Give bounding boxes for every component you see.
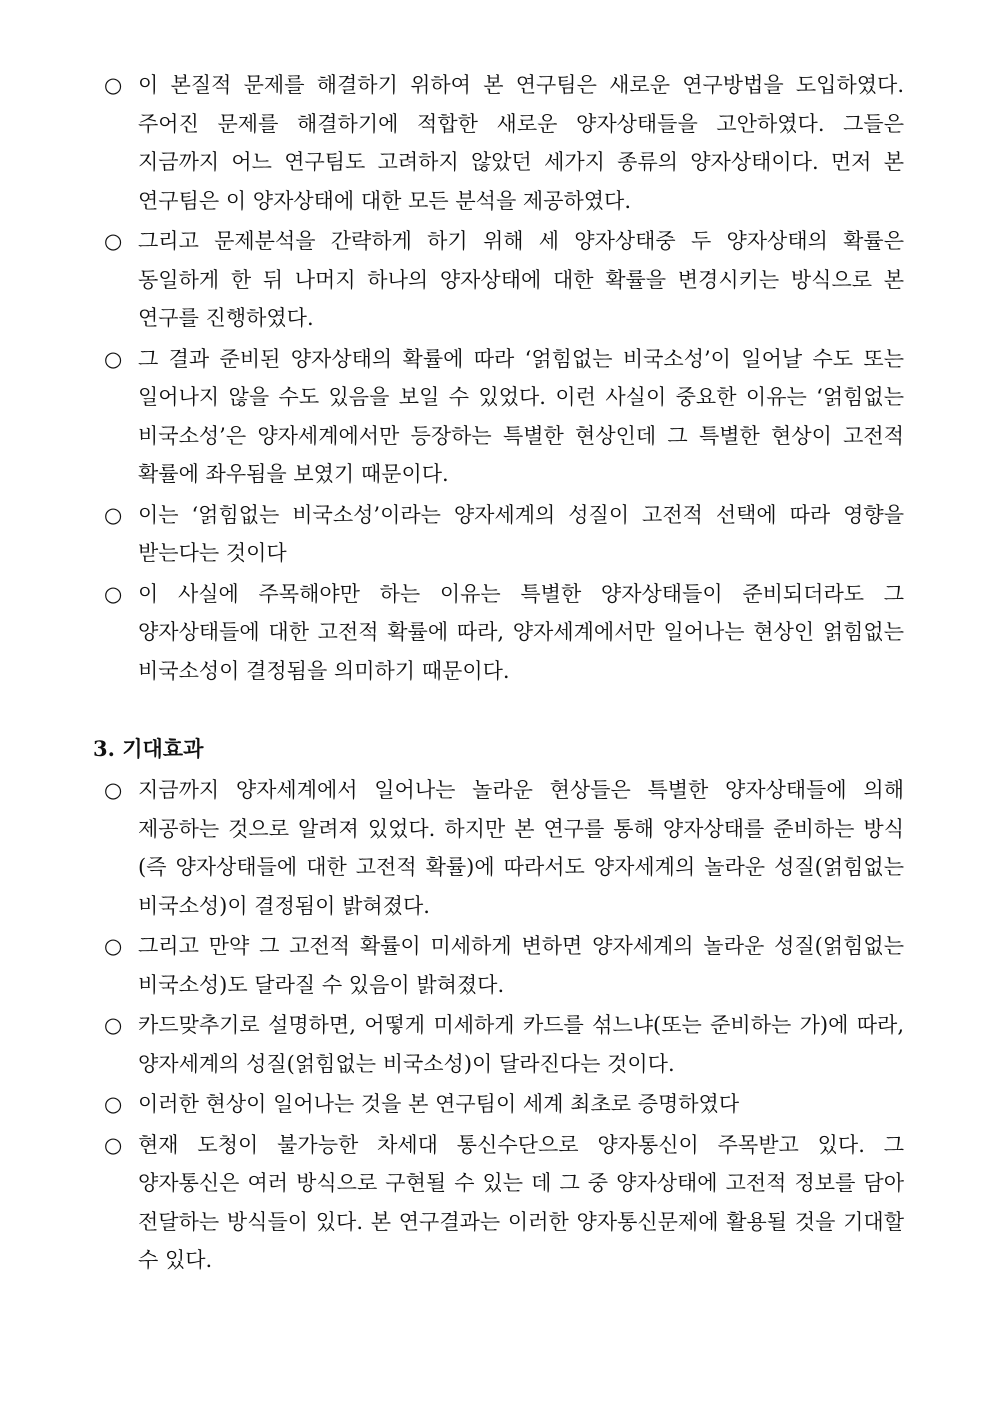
- circle-bullet-icon: ○: [104, 346, 123, 371]
- expected-effects-list: [104, 771, 904, 1282]
- circle-bullet-icon: ○: [104, 229, 123, 253]
- paragraph-text: 그리고 문제분석을 간략하게 하기 위해 세 양자상태중 두 양자상태의 확률은 동일하게 한 뒤 나머지 하나의 양자상태에 대한 확률을 변경시키는 방식으로 본 연구를 진행하였다.: [138, 229, 904, 330]
- circle-bullet-icon: ○: [104, 1013, 123, 1037]
- list-item: [104, 927, 904, 1004]
- paragraph-text: 지금까지 양자세계에서 일어나는 놀라운 현상들은 특별한 양자상태들에 의해 제공하는 것으로 알려져 있었다. 하지만 본 연구를 통해 양자상태를 준비하는 방식(즉 양자상태들에 대한 고전적 확률)에 따라서도 양자세계의 놀라운 성질(얽힘없는 비국소성)이 결정됨이 밝혀졌다.: [138, 778, 904, 918]
- paragraph-text: 이 사실에 주목해야만 하는 이유는 특별한 양자상태들이 준비되더라도 그 양자상태들에 대한 고전적 확률에 따라, 양자세계에서만 일어나는 현상인 얽힘없는 비국소성이 결정됨을 의미하기 때문이다.: [138, 581, 904, 683]
- paragraph-text: 카드맞추기로 설명하면, 어떻게 미세하게 카드를 섞느냐(또는 준비하는 가)에 따라, 양자세계의 성질(얽힘없는 비국소성)이 달라진다는 것이다.: [138, 1013, 904, 1076]
- paragraph-text: 현재 도청이 불가능한 차세대 통신수단으로 양자통신이 주목받고 있다. 그 양자통신은 여러 방식으로 구현될 수 있는 데 그 중 양자상태에 고전적 정보를 담아 전달하는 방식들이 있다. 본 연구결과는 이러한 양자통신문제에 활용될 것을 기대할 수 있다.: [138, 1132, 904, 1272]
- circle-bullet-icon: ○: [104, 934, 123, 958]
- list-item: [104, 1085, 904, 1124]
- circle-bullet-icon: ○: [104, 1132, 123, 1157]
- list-item: [104, 771, 904, 925]
- list-item: [104, 575, 904, 691]
- section-heading: 3. 기대효과: [93, 736, 204, 761]
- circle-bullet-icon: ○: [104, 73, 123, 97]
- list-item: [104, 340, 904, 494]
- paragraph-text: 이 본질적 문제를 해결하기 위하여 본 연구팀은 새로운 연구방법을 도입하였다. 주어진 문제를 해결하기에 적합한 새로운 양자상태들을 고안하였다. 그들은 지금까지 어느 연구팀도 고려하지 않았던 세가지 종류의 양자상태이다. 먼저 본 연구팀은 이 양자상태에 대한 모든 분석을 제공하였다.: [138, 73, 904, 213]
- circle-bullet-icon: ○: [104, 502, 123, 527]
- list-item: [104, 66, 904, 220]
- circle-bullet-icon: ○: [104, 1092, 123, 1116]
- paragraph-text: 이는 ‘얽힘없는 비국소성’이라는 양자세계의 성질이 고전적 선택에 따라 영향을 받는다는 것이다: [138, 502, 904, 565]
- findings-list: [104, 66, 904, 692]
- circle-bullet-icon: ○: [104, 778, 123, 802]
- list-item: [104, 1006, 904, 1083]
- circle-bullet-icon: ○: [104, 581, 123, 606]
- paragraph-text: 이러한 현상이 일어나는 것을 본 연구팀이 세계 최초로 증명하였다: [138, 1092, 740, 1116]
- paragraph-text: 그리고 만약 그 고전적 확률이 미세하게 변하면 양자세계의 놀라운 성질(얽힘없는 비국소성)도 달라질 수 있음이 밝혀졌다.: [138, 934, 904, 997]
- list-item: [104, 222, 904, 338]
- list-item: [104, 1126, 904, 1280]
- paragraph-text: 그 결과 준비된 양자상태의 확률에 따라 ‘얽힘없는 비국소성’이 일어날 수도 또는 일어나지 않을 수도 있음을 보일 수 있었다. 이런 사실이 중요한 이유는 ‘얽힘없는 비국소성’은 양자세계에서만 등장하는 특별한 현상인데 그 특별한 현상이 고전적 확률에 좌우됨을 보였기 때문이다.: [138, 346, 904, 486]
- list-item: [104, 496, 904, 573]
